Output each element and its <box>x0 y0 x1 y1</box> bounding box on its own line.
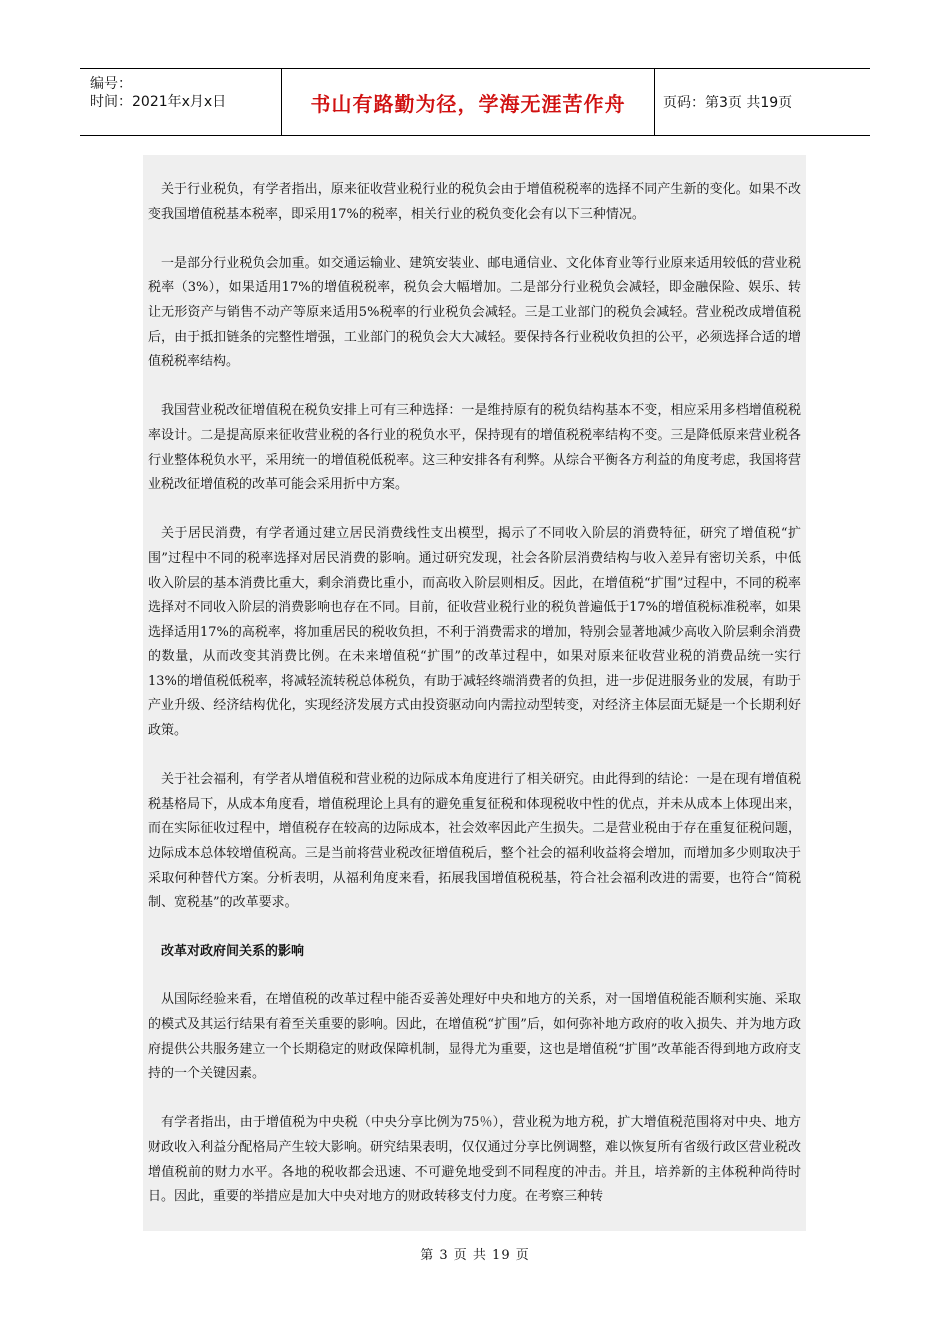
date-label: 时间：2021年x月x日 <box>90 94 227 110</box>
body-paragraph: 我国营业税改征增值税在税负安排上可有三种选择：一是维持原有的税负结构基本不变，相应采用多档增值税税率设计。二是提高原来征收营业税的各行业的税负水平，保持现有的增值税税率结构不变。三是降低原来营业税各行业整体税负水平，采用统一的增值税低税率。这三种安排各有利弊。从综合平衡各方利益的角度考虑，我国将营业税改征增值税的改革可能会采用折中方案。 <box>148 403 801 493</box>
header-motto: 书山有路勤为径，学海无涯苦作舟 <box>282 69 655 135</box>
document-body <box>143 155 806 1231</box>
body-paragraph: 关于行业税负，有学者指出，原来征收营业税行业的税负会由于增值税税率的选择不同产生新的变化。如果不改变我国增值税基本税率，即采用17%的税率，相关行业的税负变化会有以下三种情况。 <box>148 182 801 222</box>
body-paragraph: 关于社会福利，有学者从增值税和营业税的边际成本角度进行了相关研究。由此得到的结论：一是在现有增值税税基格局下，从成本角度看，增值税理论上具有的避免重复征税和体现税收中性的优点，并未从成本上体现出来，而在实际征收过程中，增值税存在较高的边际成本，社会效率因此产生损失。二是营业税由于存在重复征税问题，边际成本总体较增值税高。三是当前将营业税改征增值税后，整个社会的福利收益将会增加，而增加多少则取决于采取何种替代方案。分析表明，从福利角度来看，拓展我国增值税税基，符合社会福利改进的需要，也符合“简税制、宽税基”的改革要求。 <box>148 772 801 911</box>
body-paragraph: 从国际经验来看，在增值税的改革过程中能否妥善处理好中央和地方的关系，对一国增值税能否顺利实施、采取的模式及其运行结果有着至关重要的影响。因此，在增值税“扩围”后，如何弥补地方政府的收入损失、并为地方政府提供公共服务建立一个长期稳定的财政保障机制，显得尤为重要，这也是增值税“扩围”改革能否得到地方政府支持的一个关键因素。 <box>148 992 801 1082</box>
page-header <box>80 68 870 136</box>
section-heading: 改革对政府间关系的影响 <box>161 944 305 960</box>
body-paragraph: 有学者指出，由于增值税为中央税（中央分享比例为75％），营业税为地方税，扩大增值税范围将对中央、地方财政收入利益分配格局产生较大影响。研究结果表明，仅仅通过分享比例调整，难以恢复所有省级行政区营业税改增值税前的财力水平。各地的税收都会迅速、不可避免地受到不同程度的冲击。并且，培养新的主体税种尚待时日。因此，重要的举措应是加大中央对地方的财政转移支付力度。在考察三种转 <box>148 1115 801 1205</box>
body-paragraph: 一是部分行业税负会加重。如交通运输业、建筑安装业、邮电通信业、文化体育业等行业原来适用较低的营业税税率（3%），如果适用17%的增值税税率，税负会大幅增加。二是部分行业税负会减轻，即金融保险、娱乐、转让无形资产与销售不动产等原来适用5%税率的行业税负会减轻。三是工业部门的税负会减轻。营业税改成增值税后，由于抵扣链条的完整性增强，工业部门的税负会大大减轻。要保持各行业税收负担的公平，必须选择合适的增值税税率结构。 <box>148 255 801 370</box>
header-meta <box>80 69 282 135</box>
header-page-info: 页码：第3页 共19页 <box>663 95 793 111</box>
page-footer: 第 3 页 共 19 页 <box>420 1248 530 1263</box>
body-paragraph: 关于居民消费，有学者通过建立居民消费线性支出模型，揭示了不同收入阶层的消费特征，研究了增值税“扩围”过程中不同的税率选择对居民消费的影响。通过研究发现，社会各阶层消费结构与收入差异有密切关系，中低收入阶层的基本消费比重大，剩余消费比重小，而高收入阶层则相反。因此，在增值税“扩围”过程中，不同的税率选择对不同收入阶层的消费影响也存在不同。目前，征收营业税行业的税负普遍低于17%的增值税标准税率，如果选择适用17%的高税率，将加重居民的税收负担，不利于消费需求的增加，特别会显著地减少高收入阶层剩余消费的数量，从而改变其消费比例。在未来增值税“扩围”的改革过程中，如果对原来征收营业税的消费品统一实行13%的增值税低税率，将减轻流转税总体税负，有助于减轻终端消费者的负担，进一步促进服务业的发展，有助于产业升级、经济结构优化，实现经济发展方式由投资驱动向内需拉动型转变，对经济主体层面无疑是一个长期利好政策。 <box>148 526 801 739</box>
number-label: 编号： <box>90 76 132 92</box>
